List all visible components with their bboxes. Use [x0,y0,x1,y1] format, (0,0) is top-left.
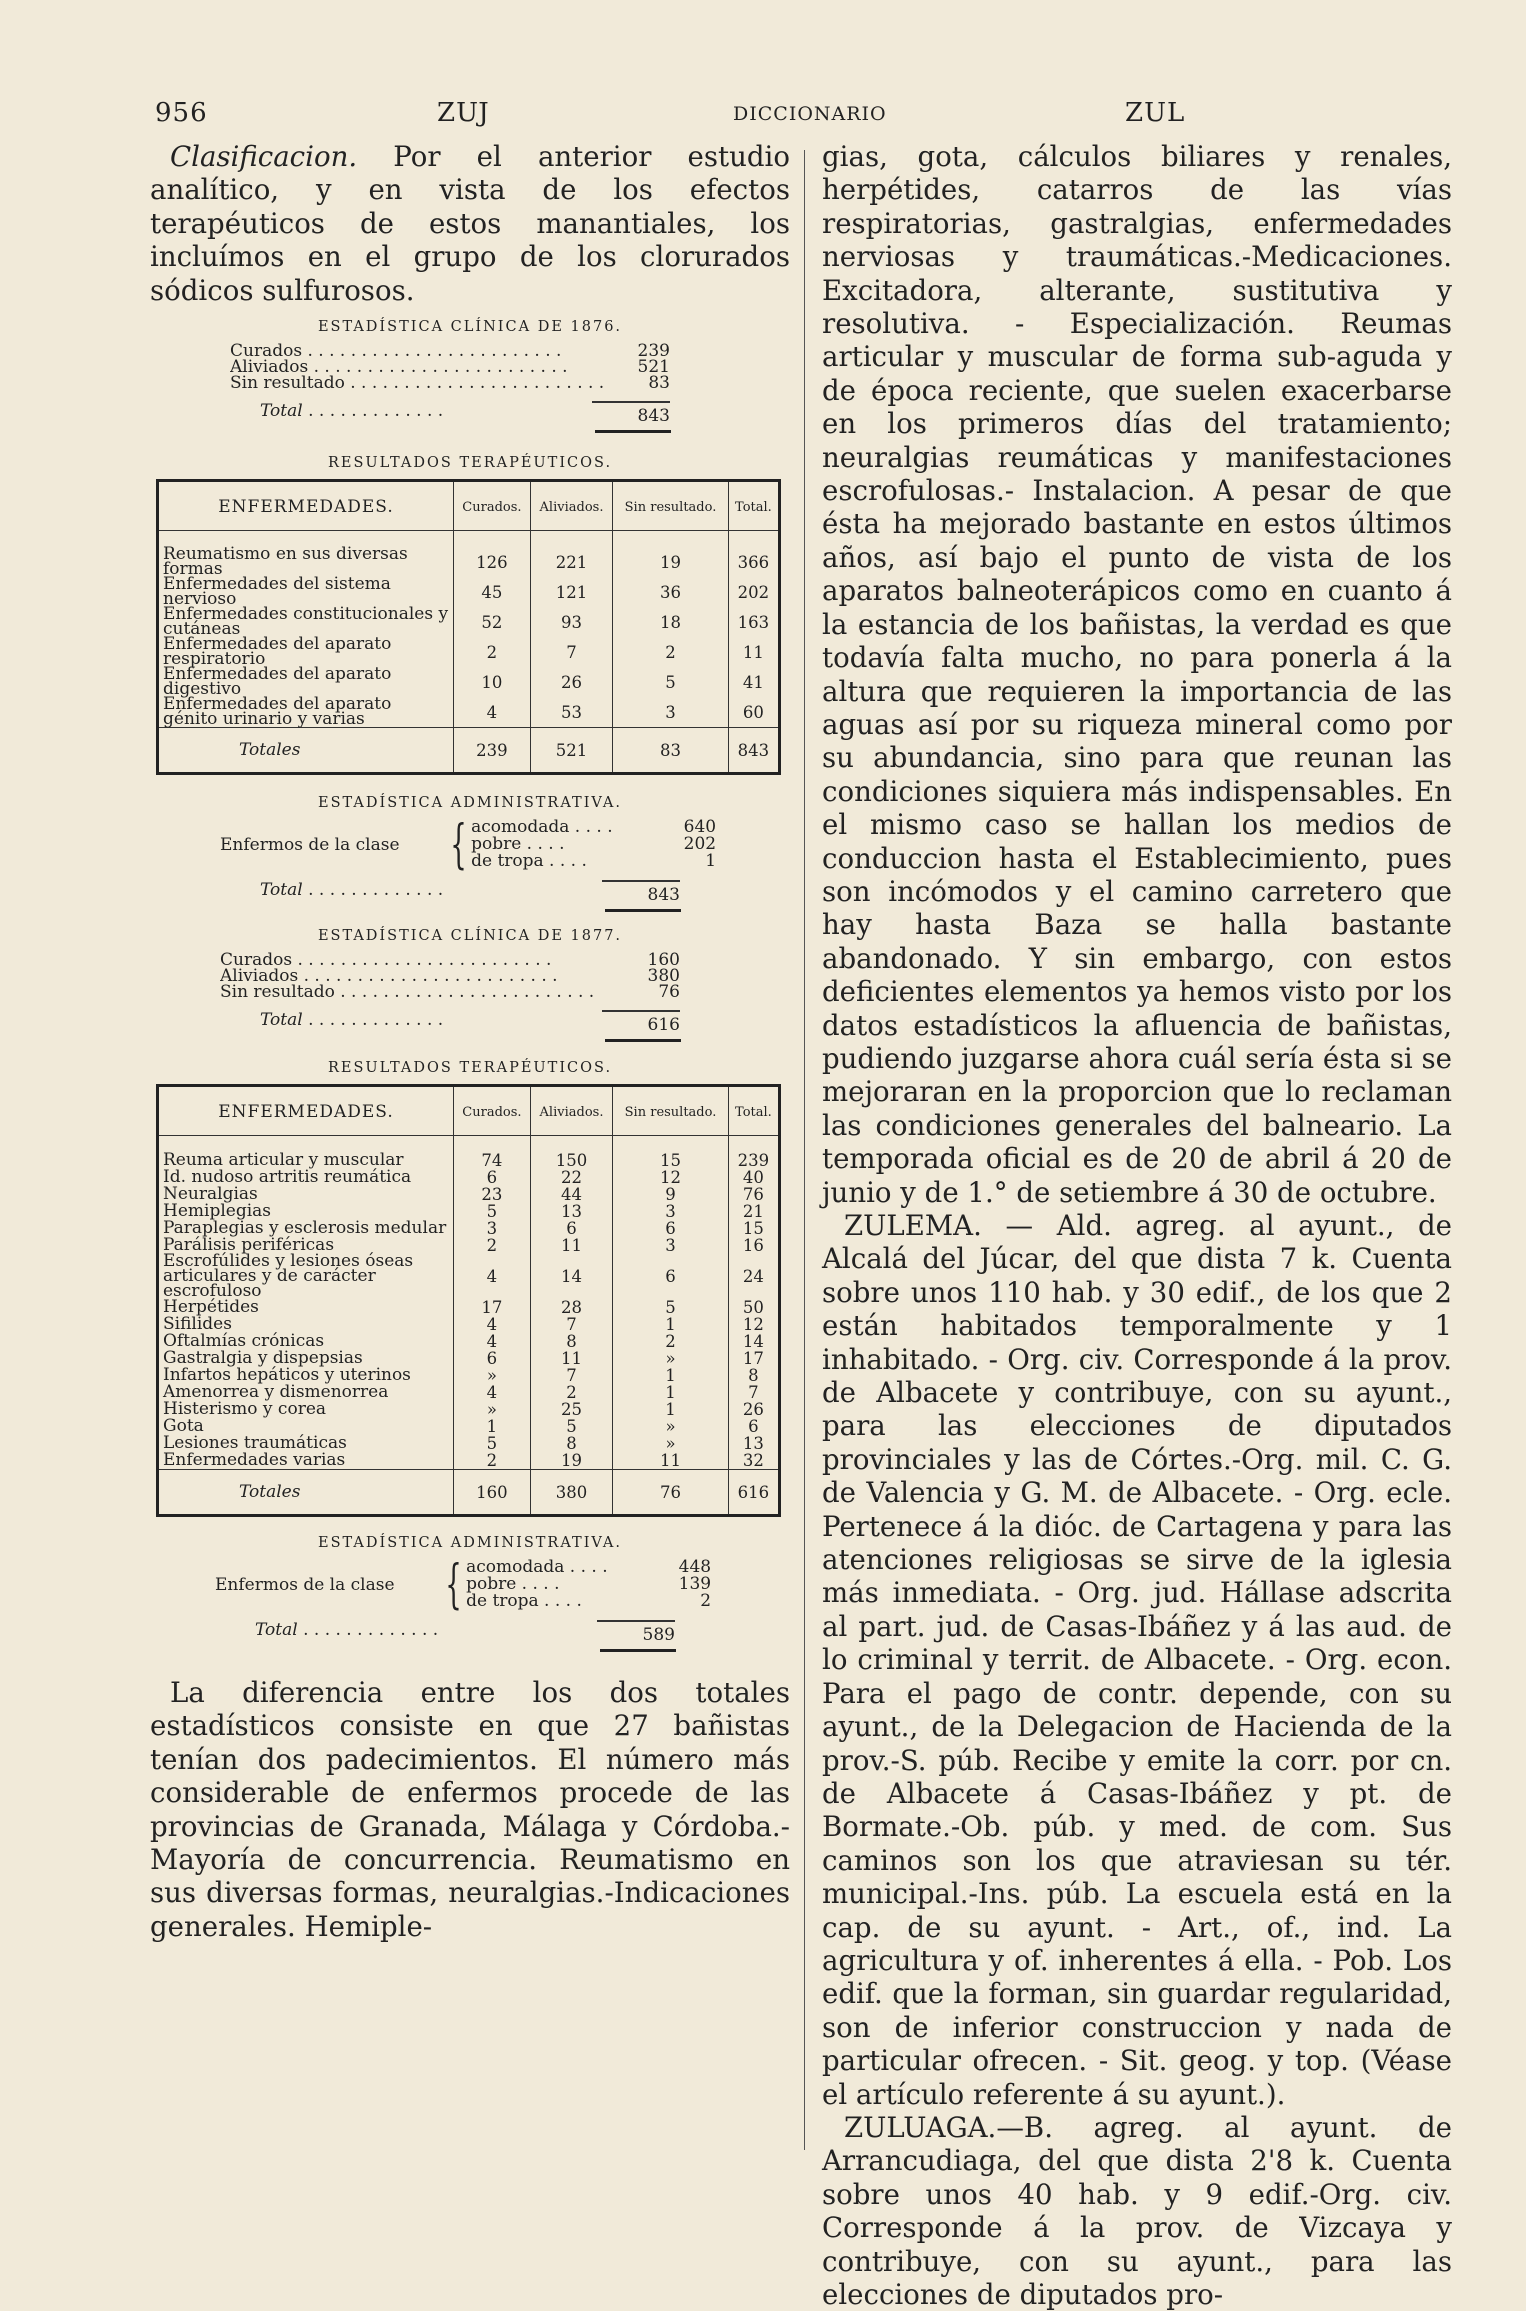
cell-value: 3 [454,1220,531,1237]
cell-value: 2 [613,637,729,667]
cell-value: 32 [728,1452,779,1470]
cell-value: 6 [728,1418,779,1435]
stat-row: Aliviados . . . 380 [220,968,680,984]
cell-value: 1 [454,1418,531,1435]
cell-value: 18 [613,607,729,637]
adm1876-total: Total . . . 843 [260,880,680,905]
cell-value: 5 [454,1203,531,1220]
table-row [158,667,780,697]
cell-value: 14 [728,1333,779,1350]
table-row [158,1254,780,1299]
bottom-paragraph: La diferencia entre los dos totales estadísticos consiste en que 27 bañistas tenían dos padecimientos. El número más considerable de enfermos procede de las provincias de Granada, Málaga y Córdoba.-Mayoría de concurrencia. Reumatismo en sus diversas formas, neuralgias.-Indicaciones generales. Hemiple- [150,1676,790,1943]
stat-row: Curados . . . 160 [220,952,680,968]
cell-value: 12 [728,1316,779,1333]
brace: { [445,1554,462,1615]
page-header [155,98,1371,138]
stat1877-list [220,950,680,1003]
adm1877-total: Total . . . 589 [255,1620,675,1645]
cell-value: 12 [613,1169,729,1186]
total-rule [605,909,681,912]
cell-value: 19 [530,1452,612,1470]
stat-row: Aliviados . . . 521 [230,359,670,375]
cell-value: 1 [613,1401,729,1418]
col-header: Total. [728,1086,779,1136]
cell-value: 93 [530,607,612,637]
cell-value: 4 [454,697,531,728]
stat1876-caption: ESTADÍSTICA CLÍNICA DE 1876. [317,319,623,336]
cell-value: 13 [530,1203,612,1220]
totals-label: Totales [158,1470,454,1516]
adm-lead: Enfermos de la clase [220,834,400,855]
col-header: ENFERMEDADES. [158,481,454,531]
res1877-caption: RESULTADOS TERAPÉUTICOS. [327,1060,613,1077]
table-row [158,607,780,637]
cell-value: 6 [454,1350,531,1367]
cell-value: 202 [728,577,779,607]
cell-value: 121 [530,577,612,607]
disease-name: Infartos hepáticos y uterinos [163,1365,411,1386]
cell-value: 3 [613,697,729,728]
entry-zulema: ZULEMA. — Ald. agreg. al ayunt., de Alcalá del Júcar, del que dista 7 k. Cuenta sobre unos 110 hab. y 30 edif., de los que 2 están habitados temporalmente y 1 inhabitado. - Org. civ. Corresponde á la prov. de Albacete y contribuye, con su ayunt., para las elecciones de diputados provinciales y las de Córtes.-Org. mil. C. G. de Valencia y G. M. de Albacete. - Org. ecle. Pertenece á la dióc. de Cartagena y para las atenciones religiosas se sirve de la iglesia más inmediata. - Org. jud. Hállase adscrita al part. jud. de Casas-Ibáñez y á las aud. de lo criminal y territ. de Albacete. - Org. econ. Para el pago de contr. depende, con su ayunt., de la Delegacion de Hacienda de la prov.-S. púb. Recibe y emite la corr. por cn. de Albacete á Casas-Ibáñez y pt. de Bormate.-Ob. púb. y med. de com. Sus caminos son los que atraviesan su tér. municipal.-Ins. púb. La escuela está en la cap. de su ayunt. - Art., of., ind. La agricultura y of. inherentes á ella. - Pob. Los edif. que la forman, sin guardar regularidad, son de inferior construccion y nada de particular ofrecen. - Sit. geog. y top. (Véase el artículo referente á su ayunt.). [822,1209,1452,2111]
disease-name: Sifilides [163,1314,232,1335]
cell-value: 7 [530,1316,612,1333]
intro-text: Por el anterior estudio analítico, y en vista de los efectos terapéuticos de estos manantiales, los incluímos en el grupo de los clorurados sódicos sulfurosos. [150,140,790,307]
cell-value: 2 [454,1237,531,1254]
col-header: Sin resultado. [613,481,729,531]
table-row [158,1401,780,1418]
cell-value: 21 [728,1203,779,1220]
cell-value: 9 [613,1186,729,1203]
cell-value: 28 [530,1299,612,1316]
cell-value: 10 [454,667,531,697]
cell-value: 53 [530,697,612,728]
table-row [158,697,780,728]
total-rule [600,1649,676,1652]
cell-value: 239 [728,1136,779,1170]
cell-value: 36 [613,577,729,607]
disease-name: Hemiplegias [163,1201,272,1222]
cell-value: 1 [613,1367,729,1384]
intro-heading: Clasificacion. [170,140,358,173]
stat1877-total: Total . . . 616 [260,1010,680,1035]
cell-value: 126 [454,531,531,578]
cell-value: 7 [530,637,612,667]
results-table-1877 [156,1084,781,1517]
cell-value: 11 [728,637,779,667]
cell-value: 25 [530,1401,612,1418]
cell-value: 5 [613,667,729,697]
cell-value: 5 [454,1435,531,1452]
cell-value: 76 [728,1186,779,1203]
disease-name: Enfermedades constitucionales y cutáneas [163,604,449,640]
table-row [158,637,780,667]
total-value: 160 [454,1470,531,1516]
stat1876-list [230,341,670,394]
cell-value: 7 [530,1367,612,1384]
cell-value: 44 [530,1186,612,1203]
total-value: 521 [530,728,612,774]
total-rule [605,1039,681,1042]
cell-value: 24 [728,1254,779,1299]
disease-name: Parálisis periféricas [163,1235,335,1256]
col-header: Aliviados. [530,1086,612,1136]
cell-value: » [454,1401,531,1418]
intro-paragraph [150,140,790,307]
col-header: Total. [728,481,779,531]
cell-value: 11 [613,1452,729,1470]
cell-value: 45 [454,577,531,607]
adm1876-caption: ESTADÍSTICA ADMINISTRATIVA. [318,795,622,812]
table-row [158,1299,780,1316]
disease-name: Gota [163,1416,204,1437]
cell-value: 2 [454,637,531,667]
cell-value: 17 [728,1350,779,1367]
table-row [158,531,780,578]
disease-name: Oftalmías crónicas [163,1331,325,1352]
disease-name: Enfermedades del sistema nervioso [163,574,391,610]
adm-lead: Enfermos de la clase [215,1574,395,1595]
cell-value: 26 [728,1401,779,1418]
cell-value: 5 [530,1418,612,1435]
total-value: 843 [728,728,779,774]
table-row [158,577,780,607]
left-column [150,140,790,1943]
cell-value: 14 [530,1254,612,1299]
cell-value: 3 [613,1203,729,1220]
brace: { [450,814,467,875]
cell-value: 6 [613,1254,729,1299]
table-row [158,1452,780,1470]
disease-name: Amenorrea y dismenorrea [163,1382,389,1403]
col-header: Curados. [454,1086,531,1136]
cell-value: 40 [728,1169,779,1186]
right-paragraph-1: gias, gota, cálculos biliares y renales, herpétides, catarros de las vías respiratorias, gastralgias, enfermedades nerviosas y traumáticas.-Medicaciones. Excitadora, alterante, sustitutiva y resolutiva. - Especialización. Reumas articular y muscular de forma sub-aguda y de época reciente, que suelen exacerbarse en los primeros días del tratamiento; neuralgias reumáticas y manifestaciones escrofulosas.- Instalacion. A pesar de que ésta ha mejorado bastante en estos últimos años, así bajo el punto de vista de los aparatos balneoterápicos como en cuanto á la estancia de los bañistas, la verdad es que todavía falta mucho, no para ponerla á la altura que requieren la importancia de las aguas así por su riqueza mineral como por su abundancia, sino para que reunan las condiciones siquiera más indispensables. En el mismo caso se hallan los medios de conduccion hasta el Establecimiento, pues son incómodos y el camino carretero que hay hasta Baza se halla bastante abandonado. Y sin embargo, con estos deficientes elementos ya hemos visto por los datos estadísticos la afluencia de bañistas, pudiendo juzgarse ahora cuál sería ésta si se mejoraran en la proporcion que lo reclaman las condiciones generales del balneario. La temporada oficial es de 20 de abril á 20 de junio y de 1.° de setiembre á 30 de octubre. [822,140,1452,1209]
stat1876-total: Total . . . 843 [260,401,670,426]
col-header: Curados. [454,481,531,531]
cell-value: 8 [530,1333,612,1350]
cell-value: 2 [454,1452,531,1470]
page-number: 956 [155,98,208,128]
disease-name: Neuralgias [163,1184,258,1205]
cell-value: » [613,1350,729,1367]
disease-name: Id. nudoso artritis reumática [163,1167,412,1188]
disease-name: Reuma articular y muscular [163,1150,404,1171]
entry-zuluaga: ZULUAGA.—B. agreg. al ayunt. de Arrancudiaga, del que dista 2'8 k. Cuenta sobre unos 40 hab. y 9 edif.-Org. civ. Corresponde á la prov. de Vizcaya y contribuye, con su ayunt., para las elecciones de diputados pro- [822,2110,1452,2311]
cell-value: » [613,1418,729,1435]
cell-value: 1 [613,1384,729,1401]
col-header: Aliviados. [530,481,612,531]
stat-row: Sin resultado . . . 83 [230,375,670,391]
cell-value: 4 [454,1333,531,1350]
cell-value: 13 [728,1435,779,1452]
column-divider [804,150,805,2150]
cell-value: 4 [454,1254,531,1299]
disease-name: Paraplegias y esclerosis medular [163,1218,447,1239]
res1876-caption: RESULTADOS TERAPÉUTICOS. [327,455,613,472]
adm-options: acomodada . . . . pobre . . . . de tropa . . . . [466,1559,656,1610]
cell-value: 41 [728,667,779,697]
col-header: Sin resultado. [613,1086,729,1136]
total-value: 239 [454,728,531,774]
cell-value: 16 [728,1237,779,1254]
cell-value: 7 [728,1384,779,1401]
cell-value: 15 [613,1136,729,1170]
total-value: 83 [613,728,729,774]
cell-value: 11 [530,1237,612,1254]
disease-name: Enfermedades del aparato respiratorio [163,634,392,670]
results-table-1876 [156,479,781,775]
totals-row [158,1470,780,1516]
cell-value: 8 [530,1435,612,1452]
table-row [158,1136,780,1170]
cell-value: 60 [728,697,779,728]
col-header: ENFERMEDADES. [158,1086,454,1136]
cell-value: 52 [454,607,531,637]
disease-name: Enfermedades del aparato digestivo [163,664,392,700]
cell-value: 221 [530,531,612,578]
cell-value: 19 [613,531,729,578]
adm-values: 448 139 2 [678,1557,712,1612]
cell-value: » [613,1435,729,1452]
header-center: DICCIONARIO [733,103,887,125]
cell-value: 26 [530,667,612,697]
disease-name: Herpétides [163,1297,259,1318]
total-value: 76 [613,1470,729,1516]
stat-row: Curados . . . 239 [230,343,670,359]
total-rule [595,430,671,433]
disease-name: Histerismo y corea [163,1399,327,1420]
cell-value: 2 [530,1384,612,1401]
totals-label: Totales [158,728,454,774]
cell-value: 4 [454,1384,531,1401]
cell-value: 5 [613,1299,729,1316]
cell-value: 17 [454,1299,531,1316]
adm-options: acomodada . . . . pobre . . . . de tropa . . . . [471,819,661,870]
right-column [822,140,1452,2311]
disease-name: Gastralgia y dispepsias [163,1348,363,1369]
cell-value: 6 [454,1169,531,1186]
disease-name: Enfermedades del aparato génito urinario y varias [163,694,392,730]
cell-value: 15 [728,1220,779,1237]
disease-name: Reumatismo en sus diversas formas [163,544,408,580]
stat1877-caption: ESTADÍSTICA CLÍNICA DE 1877. [317,928,623,945]
cell-value: 74 [454,1136,531,1170]
adm1877-block [215,1554,790,1615]
adm1877-caption: ESTADÍSTICA ADMINISTRATIVA. [318,1535,622,1552]
total-value: 616 [728,1470,779,1516]
cell-value: 6 [530,1220,612,1237]
cell-value: 1 [613,1316,729,1333]
header-left-word: ZUJ [437,98,490,128]
disease-name: Escrofúlides y lesiones óseas articulares y de carácter escrofuloso [163,1251,414,1302]
adm-values: 640 202 1 [683,817,717,872]
cell-value: 6 [613,1220,729,1237]
cell-value: » [454,1367,531,1384]
cell-value: 4 [454,1316,531,1333]
cell-value: 8 [728,1367,779,1384]
disease-name: Lesiones traumáticas [163,1433,347,1454]
cell-value: 23 [454,1186,531,1203]
header-right-word: ZUL [1125,98,1186,128]
cell-value: 366 [728,531,779,578]
cell-value: 22 [530,1169,612,1186]
totals-row [158,728,780,774]
cell-value: 2 [613,1333,729,1350]
total-value: 380 [530,1470,612,1516]
stat-row: Sin resultado . . . 76 [220,984,680,1000]
adm1876-block [220,814,790,875]
cell-value: 3 [613,1237,729,1254]
cell-value: 50 [728,1299,779,1316]
cell-value: 11 [530,1350,612,1367]
cell-value: 150 [530,1136,612,1170]
cell-value: 163 [728,607,779,637]
disease-name: Enfermedades varias [163,1450,346,1471]
